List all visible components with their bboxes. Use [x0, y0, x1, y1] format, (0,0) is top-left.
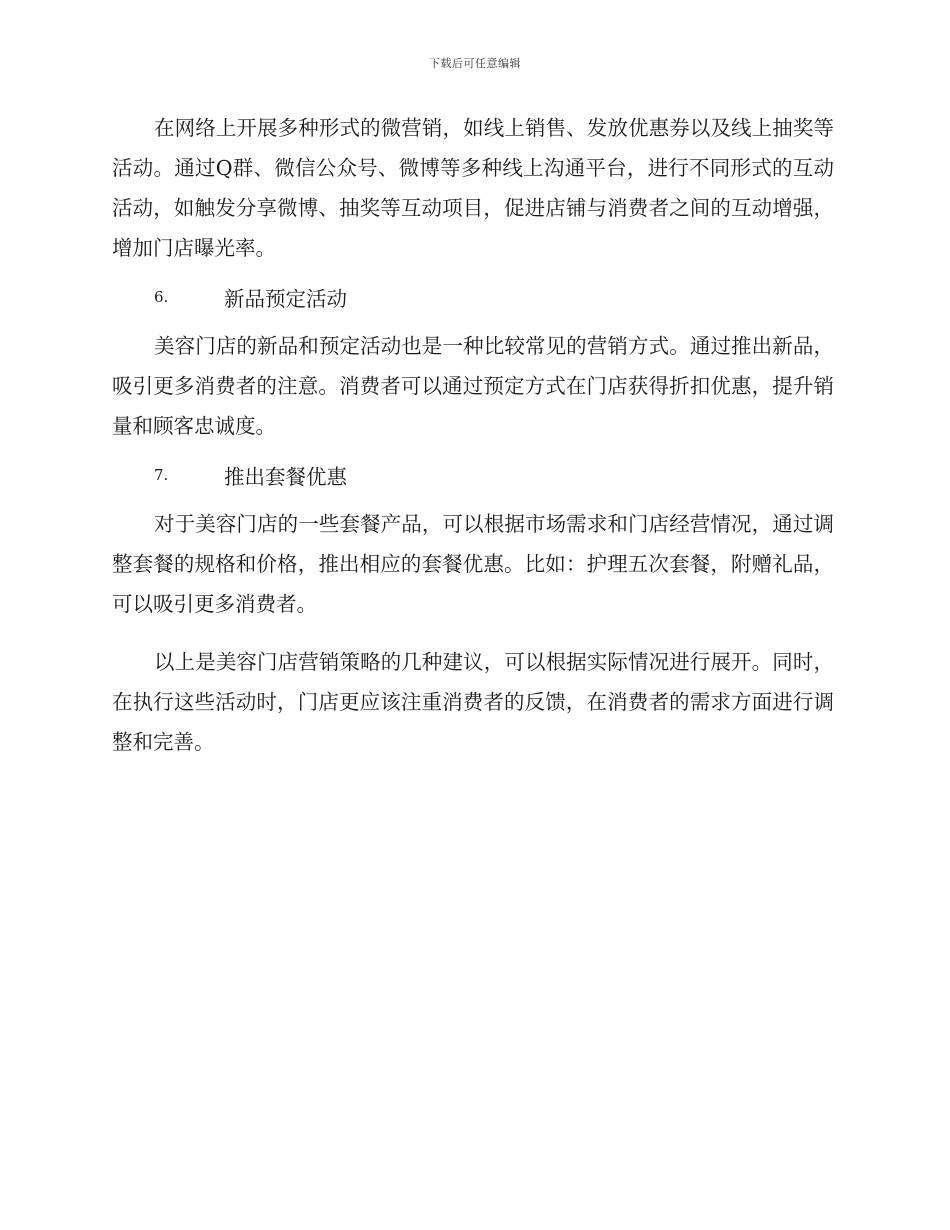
- paragraph-package-deal: 对于美容门店的一些套餐产品，可以根据市场需求和门店经营情况，通过调整套餐的规格和价格，推出相应的套餐优惠。比如：护理五次套餐，附赠礼品，可以吸引更多消费者。: [112, 512, 834, 616]
- section-number: 6.: [154, 288, 169, 306]
- section-title: 推出套餐优惠: [224, 465, 347, 489]
- page-header: 下载后可任意编辑: [429, 57, 521, 70]
- section-heading-new-product: [112, 268, 834, 326]
- paragraph-conclusion: 以上是美容门店营销策略的几种建议，可以根据实际情况进行展开。同时，在执行这些活动时，门店更应该注重消费者的反馈，在消费者的需求方面进行调整和完善。: [112, 650, 834, 754]
- paragraph-online-marketing: 在网络上开展多种形式的微营销，如线上销售、发放优惠券以及线上抽奖等活动。通过Q群、微信公众号、微博等多种线上沟通平台，进行不同形式的互动活动，如触发分享微博、抽奖等互动项目，促进店铺与消费者之间的互动增强，增加门店曝光率。: [112, 116, 834, 260]
- paragraph-new-product: 美容门店的新品和预定活动也是一种比较常见的营销方式。通过推出新品，吸引更多消费者的注意。消费者可以通过预定方式在门店获得折扣优惠，提升销量和顾客忠诚度。: [112, 334, 834, 438]
- section-number: 7.: [154, 466, 169, 484]
- section-heading-package-deal: [112, 446, 834, 504]
- section-title: 新品预定活动: [224, 287, 347, 311]
- paragraph-spacer: [112, 624, 834, 642]
- document-body: [112, 108, 834, 762]
